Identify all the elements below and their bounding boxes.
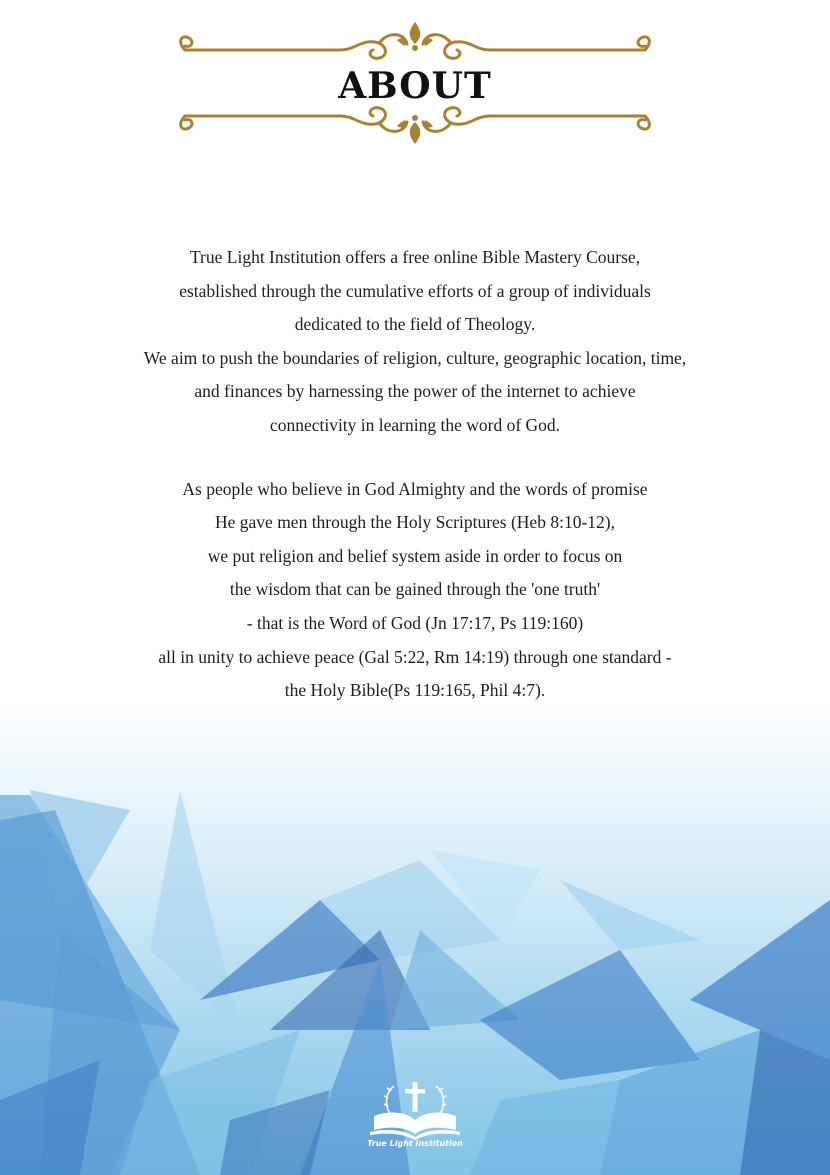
text-line: As people who believe in God Almighty and the words of promise [182,478,648,499]
logo-emblem [360,1078,470,1140]
text-line: True Light Institution offers a free online Bible Mastery Course, [189,247,641,267]
page-title: ABOUT [338,65,492,107]
open-bible-icon [370,1113,460,1140]
text-line: and finances by harnessing the power of the internet to achieve [194,381,636,402]
text-line: dedicated to the field of Theology. [294,314,536,335]
paragraph [40,241,790,443]
text-line: We aim to push the boundaries of religion, culture, geographic location, time, [143,347,687,368]
paragraph [40,473,790,708]
text-line: established through the cumulative efforts of a group of individuals [179,280,651,301]
text-line: the wisdom that can be gained through the 'one truth' [229,579,601,600]
paragraph-spacer [40,443,790,473]
text-line: the Holy Bible(Ps 119:165, Phil 4:7). [284,680,546,701]
logo-name: True Light Institution [367,1139,463,1148]
text-line: we put religion and belief system aside in order to focus on [207,545,623,566]
text-line: connectivity in learning the word of God. [269,414,561,435]
about-body [40,241,790,708]
text-line: He gave men through the Holy Scriptures (Heb 8:10-12), [215,512,615,533]
cross-icon [405,1082,425,1112]
institution-logo [360,1078,470,1158]
text-line: all in unity to achieve peace (Gal 5:22, Rm 14:19) through one standard - [158,646,672,667]
text-line: - that is the Word of God (Jn 17:17, Ps 119:160) [246,612,584,633]
